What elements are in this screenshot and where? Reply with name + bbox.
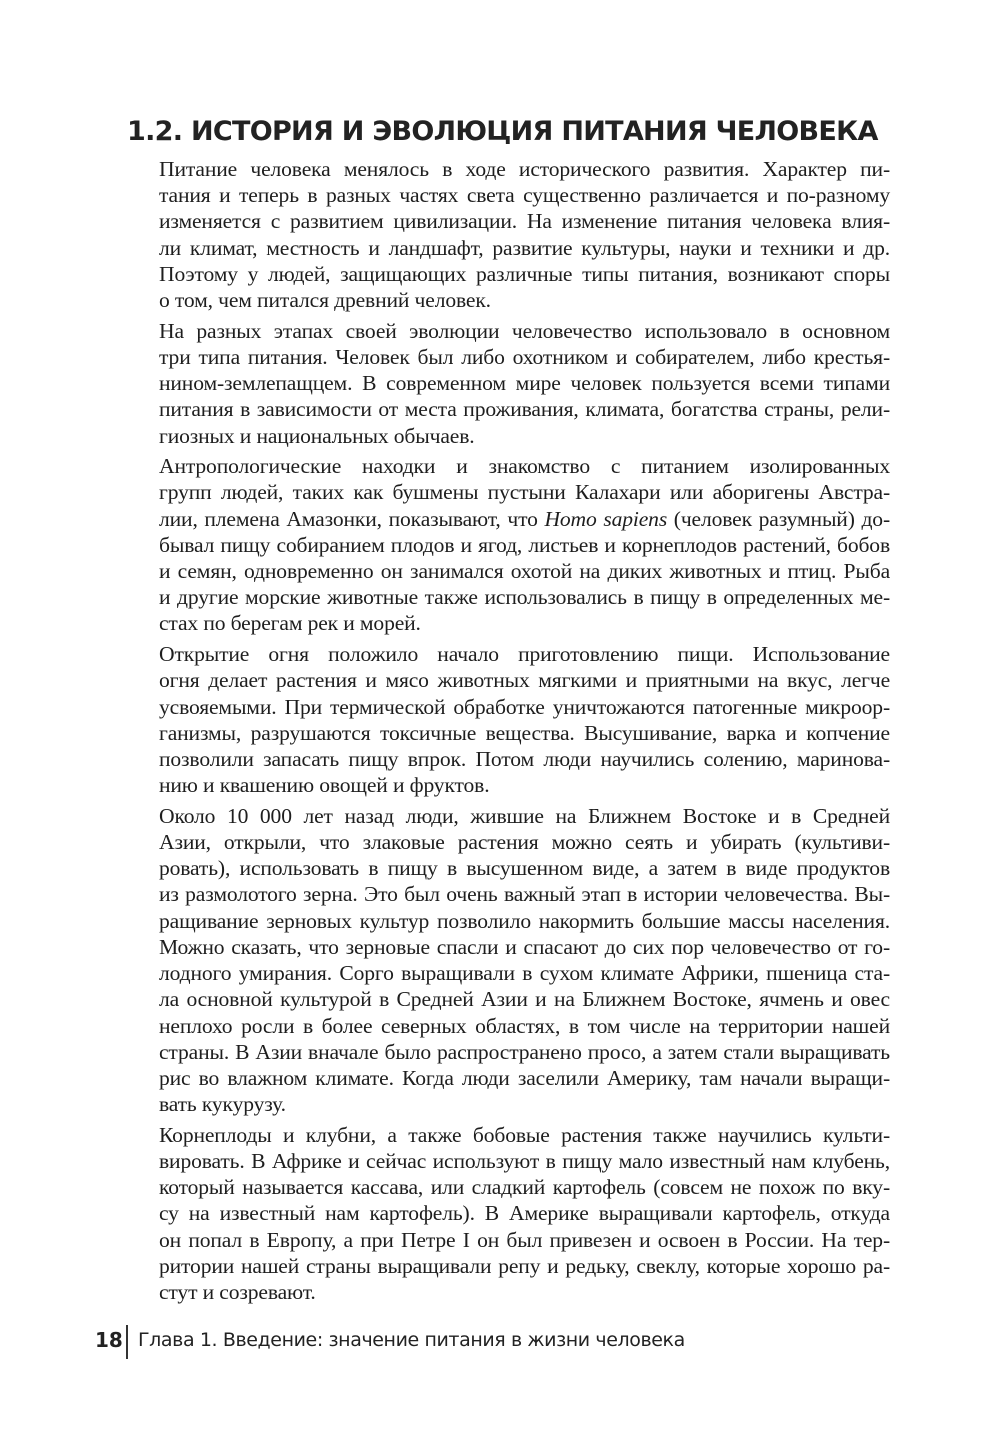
italic-term: Homo sapiens [544, 506, 668, 531]
text-line: Корнеплоды и клубни, а также бобовые растения также научились культи- [159, 1122, 890, 1147]
text-line: он попал в Европу, а при Петре I он был привезен и освоен в России. На тер- [159, 1227, 890, 1252]
text-line: ли климат, местность и ландшафт, развитие культуры, науки и техники и др. [159, 235, 890, 260]
text-line: ганизмы, разрушаются токсичные вещества. Высушивание, варка и копчение [159, 720, 890, 745]
text-line: три типа питания. Человек был либо охотником и собирателем, либо крестья- [159, 344, 890, 369]
text-line: су на известный нам картофель). В Америке выращивали картофель, откуда [159, 1201, 890, 1226]
text-line: вировать. В Африке и сейчас используют в пищу мало известный нам клубень, [159, 1149, 890, 1174]
text-line: усвояемыми. При термической обработке уничтожаются патогенные микроор- [159, 694, 890, 719]
text-line: который называется кассава, или сладкий картофель (совсем не похож по вку- [159, 1175, 890, 1200]
text-run: (человек разумный) до- [667, 506, 890, 531]
paragraph [130, 641, 890, 798]
text-line: стут и созревают. [159, 1280, 316, 1305]
text-line: Можно сказать, что зерновые спасли и спасают до сих пор человечество от го- [159, 934, 890, 959]
text-line: лодного умирания. Сорго выращивали в сухом климате Африки, пшеница ста- [159, 961, 890, 986]
text-line: рис во влажном климате. Когда люди заселили Америку, там начали выращи- [159, 1065, 890, 1090]
text-line: нином-землепащцем. В современном мире человек пользуется всеми типами [159, 371, 890, 396]
text-line: питания в зависимости от места проживания, климата, богатства страны, рели- [159, 397, 890, 422]
text-line: из размолотого зерна. Это был очень важный этап в истории человечества. Вы- [159, 882, 890, 907]
body-text [130, 156, 890, 1310]
text-line: Поэтому у людей, защищающих различные типы питания, возникают споры [159, 261, 890, 286]
text-line: огня делает растения и мясо животных мягкими и приятными на вкус, легче [159, 668, 890, 693]
paragraph [130, 318, 890, 449]
text-line: неплохо росли в более северных областях, в том числе на территории нашей [159, 1013, 890, 1038]
text-line: ритории нашей страны выращивали репу и редьку, свеклу, которые хорошо ра- [159, 1253, 890, 1278]
text-line: На разных этапах своей эволюции человечество использовало в основном [159, 318, 890, 343]
text-line: и другие морские животные также использовались в пищу в определенных ме- [159, 585, 890, 610]
text-line: страны. В Азии вначале было распространено просо, а затем стали выращивать [159, 1039, 890, 1064]
text-line: и семян, одновременно он занимался охотой на диких животных и птиц. Рыба [159, 559, 890, 584]
text-run: лии, племена Амазонки, показывают, что [159, 506, 545, 531]
paragraph [130, 156, 890, 313]
text-line: тания и теперь в разных частях света существенно различается и по-разному [159, 183, 890, 208]
text-line: Открытие огня положило начало приготовлению пищи. Использование [159, 642, 890, 667]
paragraph [130, 1122, 890, 1305]
section-heading: 1.2. ИСТОРИЯ И ЭВОЛЮЦИЯ ПИТАНИЯ ЧЕЛОВЕКА [127, 116, 878, 147]
text-line: Антропологические находки и знакомство с питанием изолированных [159, 454, 890, 479]
text-line: ровать), использовать в пищу в высушенном виде, а затем в виде продуктов [159, 856, 890, 881]
text-line: о том, чем питался древний человек. [159, 288, 491, 313]
text-line: ращивание зерновых культур позволило накормить большие массы населения. [159, 908, 890, 933]
text-line: изменяется с развитием цивилизации. На изменение питания человека влия- [159, 209, 890, 234]
paragraph [130, 453, 890, 636]
text-line: Около 10 000 лет назад люди, жившие на Ближнем Востоке и в Средней [159, 803, 890, 828]
text-line [130, 506, 890, 532]
text-line: групп людей, таких как бушмены пустыни Калахари или аборигены Австра- [159, 480, 890, 505]
text-line: вать кукурузу. [159, 1092, 286, 1117]
text-line: Питание человека менялось в ходе исторического развития. Характер пи- [159, 157, 890, 181]
text-line: позволили запасать пищу впрок. Потом люди научились солению, маринова- [159, 746, 890, 771]
text-line: гиозных и национальных обычаев. [159, 423, 475, 448]
footer-divider [126, 1325, 128, 1359]
text-line: ла основной культурой в Средней Азии и на Ближнем Востоке, ячмень и овес [159, 987, 890, 1012]
text-line: нию и квашению овощей и фруктов. [159, 773, 490, 798]
text-line: бывал пищу собиранием плодов и ягод, листьев и корнеплодов растений, бобов [159, 532, 890, 557]
page-number: 18 [95, 1328, 123, 1352]
text-line: Азии, открыли, что злаковые растения можно сеять и убирать (культиви- [159, 830, 890, 855]
paragraph [130, 803, 890, 1117]
text-line: стах по берегам рек и морей. [159, 611, 421, 636]
running-footer-title: Глава 1. Введение: значение питания в жизни человека [138, 1329, 685, 1351]
